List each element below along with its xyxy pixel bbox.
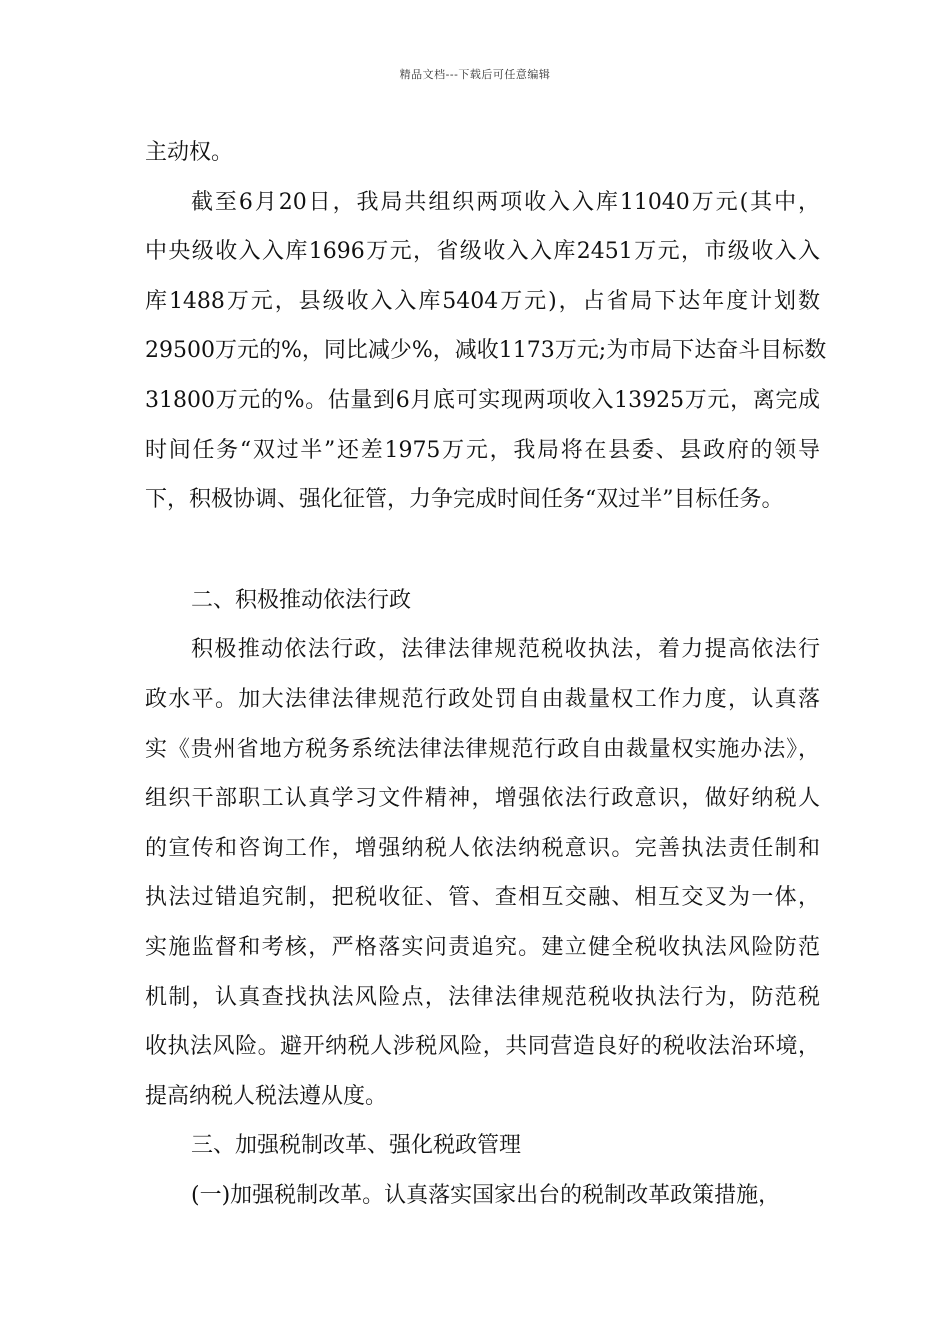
text-line: 时间任务“双过半”还差1975万元，我局将在县委、县政府的领导 xyxy=(145,437,820,463)
text-line: 组织干部职工认真学习文件精神，增强依法行政意识，做好纳税人 xyxy=(145,786,820,812)
text-line: 实施监督和考核，严格落实问责追究。建立健全税收执法风险防范 xyxy=(145,934,820,960)
text-line: 下，积极协调、强化征管，力争完成时间任务“双过半”目标任务。 xyxy=(145,487,784,513)
text-line: 的宣传和咨询工作，增强纳税人依法纳税意识。完善执法责任制和 xyxy=(145,835,820,861)
paragraph-continuation xyxy=(145,128,820,178)
text-line: 提高纳税人税法遵从度。 xyxy=(145,1083,388,1109)
text-line: 收执法风险。避开纳税人涉税风险，共同营造良好的税收法治环境， xyxy=(145,1034,820,1060)
text-line: 机制，认真查找执法风险点，法律法律规范税收执法行为，防范税 xyxy=(145,984,820,1010)
paragraph-law-administration xyxy=(145,625,820,1121)
text-line: 中央级收入入库1696万元，省级收入入库2451万元，市级收入入 xyxy=(145,239,820,265)
text-line: 29500万元的%，同比减少%，减收1173万元;为市局下达奋斗目标数 xyxy=(145,338,827,364)
text-line: 截至6月20日，我局共组织两项收入入库11040万元(其中， xyxy=(191,189,820,215)
text-line: 政水平。加大法律法律规范行政处罚自由裁量权工作力度，认真落 xyxy=(145,686,820,712)
text-line: 积极推动依法行政，法律法律规范税收执法，着力提高依法行 xyxy=(191,637,820,663)
section-heading-2: 二、积极推动依法行政 xyxy=(191,587,412,613)
page-header: 精品文档---下载后可任意编辑 xyxy=(399,68,551,81)
paragraph-revenue xyxy=(145,178,827,525)
paragraph-tax-reform xyxy=(145,1171,820,1221)
section-gap xyxy=(145,525,820,576)
document-body xyxy=(145,128,827,1220)
text-line: 主动权。 xyxy=(145,140,234,165)
text-line: 库1488万元，县级收入入库5404万元)，占省局下达年度计划数 xyxy=(145,288,820,314)
text-line: 实《贵州省地方税务系统法律法律规范行政自由裁量权实施办法》， xyxy=(145,736,820,762)
text-line: 执法过错追究制，把税收征、管、查相互交融、相互交叉为一体， xyxy=(145,885,820,911)
section-heading-3: 三、加强税制改革、强化税政管理 xyxy=(191,1133,522,1159)
text-line: 31800万元的%。估量到6月底可实现两项收入13925万元，离完成 xyxy=(145,387,820,413)
text-line: (一)加强税制改革。认真落实国家出台的税制改革政策措施， xyxy=(191,1182,781,1208)
